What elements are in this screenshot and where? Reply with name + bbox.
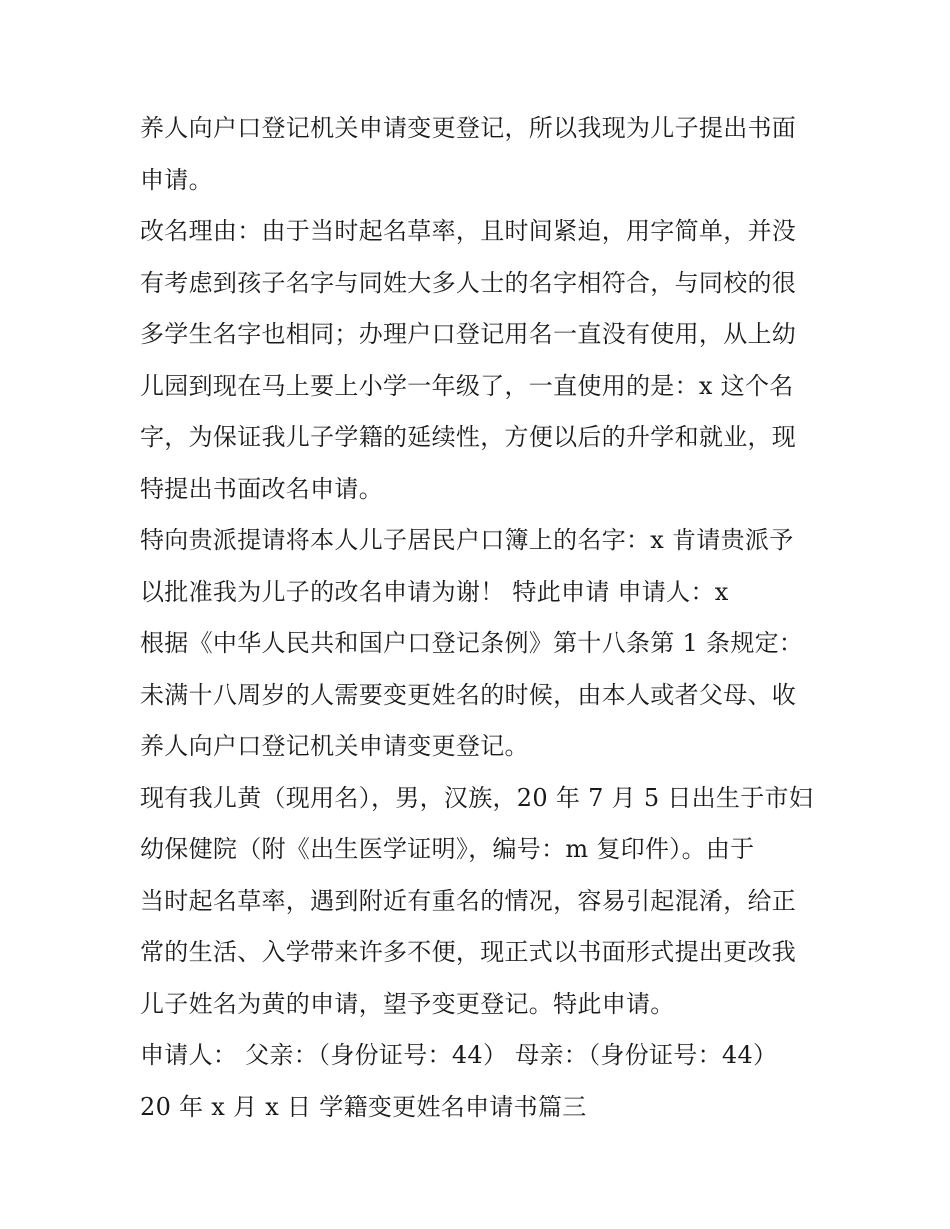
text-line: 有考虑到孩子名字与同姓大多人士的名字相符合，与同校的很 (140, 268, 797, 297)
text-line: 根据《中华人民共和国户口登记条例》第十八条第 1 条规定： (140, 629, 804, 657)
text-line: 当时起名草率，遇到附近有重名的情况，容易引起混淆，给正 (140, 886, 797, 915)
signature-line: 申请人： 父亲：（身份证号：44） 母亲：（身份证号：44） (140, 1041, 778, 1069)
text-line: 儿子姓名为黄的申请，望予变更登记。特此申请。 (140, 989, 675, 1018)
text-line: 申请。 (140, 165, 213, 194)
text-line: 未满十八周岁的人需要变更姓名的时候，由本人或者父母、收 (140, 680, 797, 709)
text-line: 特提出书面改名申请。 (140, 474, 383, 503)
document-body (140, 103, 820, 1133)
date-line: 20 年 x 月 x 日 学籍变更姓名申请书篇三 (140, 1092, 587, 1121)
text-line: 改名理由：由于当时起名草率，且时间紧迫，用字简单，并没 (140, 217, 797, 245)
text-line: 字，为保证我儿子学籍的延续性，方便以后的升学和就业，现 (140, 423, 797, 451)
text-line: 幼保健院（附《出生医学证明》，编号：m 复印件）。由于 (140, 835, 755, 863)
text-line: 多学生名字也相同；办理户口登记用名一直没有使用，从上幼 (140, 320, 797, 348)
text-line: 养人向户口登记机关申请变更登记。 (140, 732, 529, 760)
text-line: 特向贵派提请将本人儿子居民户口簿上的名字：x 肯请贵派予 (140, 526, 794, 554)
text-line: 现有我儿黄（现用名），男，汉族，20 年 7 月 5 日出生于市妇 (140, 783, 814, 812)
text-line: 常的生活、入学带来许多不便，现正式以书面形式提出更改我 (140, 938, 797, 966)
text-line: 以批准我为儿子的改名申请为谢！ 特此申请 申请人：x (140, 577, 729, 606)
text-line: 养人向户口登记机关申请变更登记，所以我现为儿子提出书面 (140, 114, 797, 142)
text-line: 儿园到现在马上要上小学一年级了，一直使用的是：x 这个名 (140, 371, 794, 400)
